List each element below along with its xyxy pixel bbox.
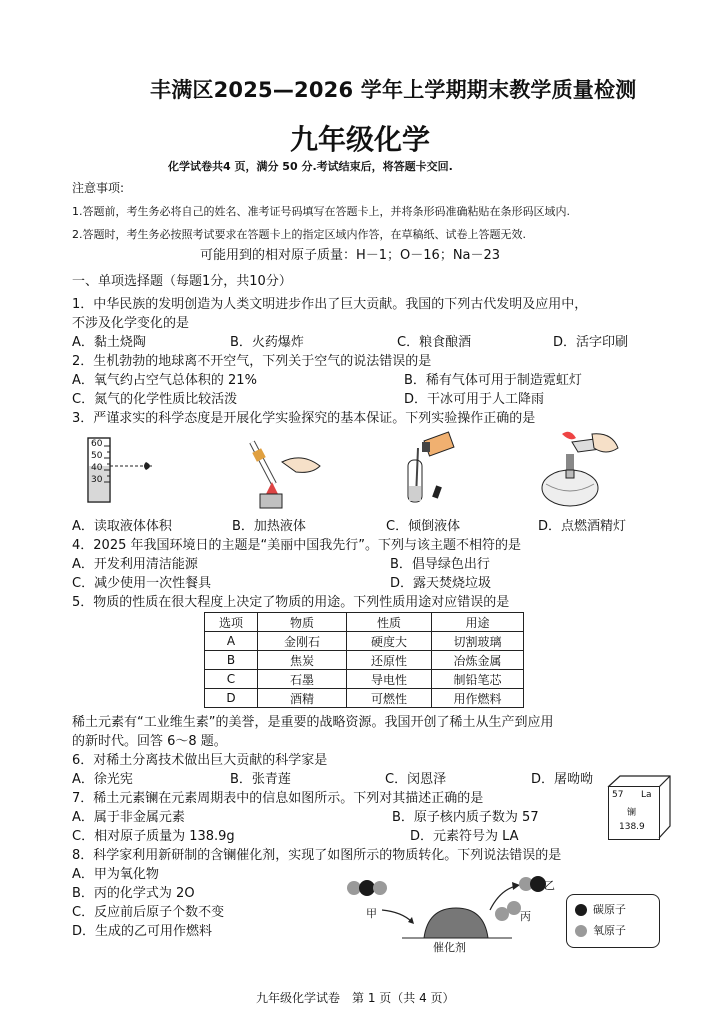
- carbon-legend-label: 碳原子: [593, 903, 626, 916]
- note-item-1: 1.答题前，考生务必将自己的姓名、准考证号码填写在答题卡上，并将条形码准确粘贴在条形码区域内.: [72, 205, 570, 218]
- table-cell: C: [205, 670, 258, 689]
- q4-stem: 4．2025 年我国环境日的主题是“美丽中国我先行”。下列与该主题不相符的是: [72, 538, 521, 553]
- carbon-legend-dot: [575, 904, 587, 916]
- table-row: [205, 670, 524, 689]
- q8-option-c: C．反应前后原子个数不变: [72, 905, 225, 920]
- q7-stem: 7．稀土元素镧在元素周期表中的信息如图所示。下列对其描述正确的是: [72, 791, 484, 806]
- q5-property-table: [204, 612, 524, 708]
- table-cell: D: [205, 689, 258, 708]
- pouring-liquid-figure: [398, 430, 473, 510]
- q7-option-c: C．相对原子质量为 138.9g: [72, 829, 235, 844]
- table-cell: 还原性: [347, 651, 432, 670]
- heating-liquid-figure: [232, 432, 327, 512]
- q4-option-d: D．露天焚烧垃圾: [390, 576, 492, 591]
- q3-option-c: C．倾倒液体: [386, 519, 461, 534]
- cylinder-tick-50: 50: [91, 451, 103, 461]
- section-heading: 一、单项选择题（每题1分，共10分）: [72, 274, 292, 289]
- q4-option-b: B．倡导绿色出行: [390, 557, 490, 572]
- table-cell: 硬度大: [347, 632, 432, 651]
- label-jia: 甲: [366, 907, 377, 920]
- table-row: [205, 651, 524, 670]
- oxygen-atom: [373, 881, 387, 895]
- cylinder-tick-60: 60: [91, 439, 103, 449]
- q3-stem: 3．严谨求实的科学态度是开展化学实验探究的基本保证。下列实验操作正确的是: [72, 411, 536, 426]
- note-item-2: 2.答题时，考生务必按照考试要求在答题卡上的指定区域内作答，在草稿纸、试卷上答题无效.: [72, 228, 526, 241]
- q2-option-c: C．氮气的化学性质比较活泼: [72, 392, 238, 407]
- q2-option-d: D．干冰可用于人工降雨: [404, 392, 545, 407]
- passage-line2: 的新时代。回答 6～8 题。: [72, 734, 227, 749]
- table-cell: 石墨: [258, 670, 347, 689]
- q2-stem: 2．生机勃勃的地球离不开空气，下列关于空气的说法错误的是: [72, 354, 432, 369]
- subject-title: 九年级化学: [290, 123, 431, 156]
- alcohol-lamp-figure: [532, 428, 622, 512]
- table-header-row: [205, 613, 524, 632]
- table-cell: A: [205, 632, 258, 651]
- q1-option-d: D．活字印刷: [553, 335, 629, 350]
- oxygen-atom: [495, 907, 509, 921]
- q4-option-c: C．减少使用一次性餐具: [72, 576, 212, 591]
- table-cell: B: [205, 651, 258, 670]
- table-header: 性质: [347, 613, 432, 632]
- table-cell: 用作燃料: [432, 689, 524, 708]
- cylinder-tick-30: 30: [91, 475, 103, 485]
- element-symbol: La: [641, 790, 652, 800]
- q7-option-d: D．元素符号为 LA: [410, 829, 519, 844]
- notes-heading: 注意事项:: [72, 181, 125, 195]
- q7-option-a: A．属于非金属元素: [72, 810, 185, 825]
- q6-option-c: C．闵恩泽: [385, 772, 447, 787]
- table-cell: 酒精: [258, 689, 347, 708]
- table-row: [205, 689, 524, 708]
- q8-option-b: B．丙的化学式为 2O: [72, 886, 195, 901]
- exam-title: 丰满区2025—2026 学年上学期期末教学质量检测: [150, 78, 637, 102]
- carbon-atom: [359, 880, 375, 896]
- label-yi: 乙: [544, 879, 555, 892]
- table-header: 用途: [432, 613, 524, 632]
- table-cell: 切割玻璃: [432, 632, 524, 651]
- q1-option-a: A．黏土烧陶: [72, 335, 146, 350]
- q6-stem: 6．对稀土分离技术做出巨大贡献的科学家是: [72, 753, 328, 768]
- q8-stem: 8．科学家利用新研制的含镧催化剂，实现了如图所示的物质转化。下列说法错误的是: [72, 848, 562, 863]
- table-cell: 冶炼金属: [432, 651, 524, 670]
- table-cell: 制铅笔芯: [432, 670, 524, 689]
- table-cell: 金刚石: [258, 632, 347, 651]
- q3-option-d: D．点燃酒精灯: [538, 519, 627, 534]
- element-name: 镧: [627, 808, 637, 818]
- atom-legend: [566, 894, 660, 948]
- cylinder-tick-40: 40: [91, 463, 103, 473]
- page-footer: 九年级化学试卷 第 1 页（共 4 页）: [256, 991, 455, 1005]
- q3-option-a: A．读取液体体积: [72, 519, 172, 534]
- table-cell: 可燃性: [347, 689, 432, 708]
- table-header: 物质: [258, 613, 347, 632]
- q5-stem: 5．物质的性质在很大程度上决定了物质的用途。下列性质用途对应错误的是: [72, 595, 510, 610]
- oxygen-legend-dot: [575, 925, 587, 937]
- q3-option-b: B．加热液体: [232, 519, 306, 534]
- table-cell: 导电性: [347, 670, 432, 689]
- oxygen-atom: [347, 881, 361, 895]
- oxygen-atom: [507, 901, 521, 915]
- q6-option-a: A．徐光宪: [72, 772, 133, 787]
- passage-line1: 稀土元素有“工业维生素”的美誉，是重要的战略资源。我国开创了稀土从生产到应用: [72, 715, 554, 730]
- label-bing: 丙: [520, 910, 531, 923]
- q4-option-a: A．开发利用清洁能源: [72, 557, 198, 572]
- table-cell: 焦炭: [258, 651, 347, 670]
- q8-option-a: A．甲为氧化物: [72, 867, 159, 882]
- q1-stem-line2: 不涉及化学变化的是: [72, 316, 190, 331]
- table-header: 选项: [205, 613, 258, 632]
- q6-option-d: D．屠呦呦: [531, 772, 594, 787]
- q7-option-b: B．原子核内质子数为 57: [392, 810, 539, 825]
- element-box-3d-edge: [606, 774, 672, 840]
- q1-stem-line1: 1．中华民族的发明创造为人类文明进步作出了巨大贡献。我国的下列古代发明及应用中，: [72, 297, 588, 312]
- oxygen-legend-label: 氧原子: [593, 924, 626, 937]
- q1-option-c: C．粮食酿酒: [397, 335, 472, 350]
- q2-option-b: B．稀有气体可用于制造霓虹灯: [404, 373, 582, 388]
- element-mass: 138.9: [619, 822, 645, 832]
- q6-option-b: B．张青莲: [230, 772, 291, 787]
- q8-option-d: D．生成的乙可用作燃料: [72, 924, 213, 939]
- q2-option-a: A．氧气约占空气总体积的 21%: [72, 373, 257, 388]
- table-row: [205, 632, 524, 651]
- label-catalyst: 催化剂: [433, 941, 466, 954]
- q1-option-b: B．火药爆炸: [230, 335, 304, 350]
- exam-subtitle: 化学试卷共4 页，满分 50 分.考试结束后，将答题卡交回.: [168, 160, 453, 173]
- atomic-masses: 可能用到的相对原子质量：H－1；O－16；Na－23: [200, 248, 501, 263]
- element-atomic-number: 57: [612, 790, 624, 800]
